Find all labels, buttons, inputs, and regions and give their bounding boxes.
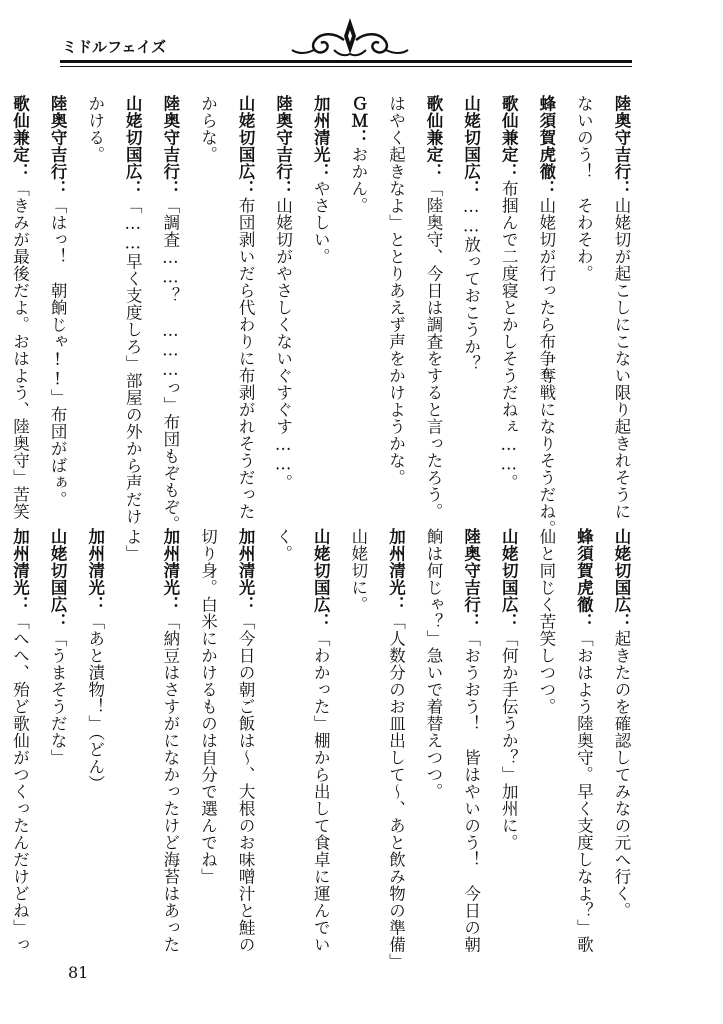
speaker-name: 蜂須賀虎徹：: [536, 95, 556, 197]
speaker-name: 蜂須賀虎徹：: [574, 528, 594, 630]
dialogue-line: [121, 95, 144, 525]
speaker-name: 山姥切国広：: [612, 528, 631, 630]
dialogue-line: [9, 95, 32, 520]
dialogue-line: [422, 95, 445, 520]
dialogue-text: 山姥切に。: [348, 528, 368, 613]
dialogue-text: からな。: [198, 95, 218, 163]
dialogue-text: 布団剥いだら代わりに布剥がれそうだった: [236, 197, 256, 520]
dialogue-text: 「今日の朝ご飯は～、大根のお味噌汁と鮭の: [236, 613, 256, 953]
dialogue-line: [347, 528, 370, 613]
dialogue-line: [309, 95, 332, 265]
dialogue-text: かける。: [85, 95, 105, 163]
dialogue-line: [121, 528, 144, 562]
speaker-name: 山姥切国広：: [236, 95, 256, 197]
speaker-name: 陸奥守吉行：: [273, 95, 293, 197]
dialogue-text: 「陸奥守、今日は調査をすると言ったろう。: [424, 180, 444, 520]
dialogue-block-top: [0, 95, 633, 537]
speaker-name: 歌仙兼定：: [10, 95, 30, 180]
dialogue-line: [384, 528, 407, 970]
dialogue-text: 「納豆はさすがになかったけど海苔はあった: [160, 613, 180, 953]
dialogue-text: 「わかった」棚から出して食卓に運んでい: [311, 630, 331, 953]
dialogue-line: [234, 528, 257, 953]
dialogue-line: [46, 528, 69, 766]
dialogue-text: 山姥切が起こしにこない限り起きれそうに: [612, 197, 631, 520]
dialogue-text: 起きたのを確認してみなの元へ行く。: [612, 630, 631, 919]
dialogue-line: [9, 528, 32, 953]
speaker-name: 山姥切国広：: [123, 95, 143, 197]
dialogue-line: [610, 95, 633, 520]
dialogue-line: [572, 528, 595, 953]
dialogue-line: [535, 528, 558, 715]
dialogue-text: 仙と同じく苦笑しつつ。: [536, 528, 556, 715]
dialogue-text: 「人数分のお皿出して～、あと飲み物の準備」: [386, 613, 406, 970]
dialogue-text: ……放っておこうか？: [461, 197, 481, 372]
dialogue-line: [309, 528, 332, 953]
speaker-name: 歌仙兼定：: [424, 95, 444, 180]
dialogue-line: [84, 95, 107, 163]
dialogue-text: 切り身。白米にかけるものは自分で選んでね」: [198, 528, 218, 885]
speaker-name: 陸奥守吉行：: [612, 95, 631, 197]
dialogue-text: はやく起きなよ」ととりあえず声をかけようかな。: [386, 95, 406, 486]
header-rule-thick: [60, 60, 632, 63]
speaker-name: 山姥切国広：: [461, 95, 481, 197]
dialogue-text: ないのう！ そわそわ。: [574, 95, 594, 282]
dialogue-text: 「へへ、殆ど歌仙がつくったんだけどね」っ: [10, 613, 30, 953]
dialogue-text: く。: [273, 528, 293, 562]
speaker-name: 山姥切国広：: [499, 528, 519, 630]
dialogue-line: [497, 528, 520, 851]
dialogue-text: 「……早く支度しろ」部屋の外から声だけ: [123, 197, 143, 525]
dialogue-text: 「おうおう！ 皆はやいのう！ 今日の朝: [461, 630, 481, 953]
speaker-name: ＧＭ：: [348, 95, 368, 146]
dialogue-line: [610, 528, 633, 919]
page-number: 81: [68, 963, 89, 982]
dialogue-line: [422, 528, 445, 800]
speaker-name: 加州清光：: [10, 528, 30, 613]
dialogue-text: 餉は何じゃ？」急いで着替えつつ。: [424, 528, 444, 800]
dialogue-text: 「おはよう陸奥守。早く支度しなよ？」歌: [574, 630, 594, 953]
dialogue-text: やさしい。: [311, 180, 331, 265]
speaker-name: 陸奥守吉行：: [160, 95, 180, 197]
speaker-name: 陸奥守吉行：: [48, 95, 68, 197]
dialogue-line: [572, 95, 595, 282]
dialogue-line: [234, 95, 257, 520]
dialogue-line: [272, 95, 295, 491]
speaker-name: 加州清光：: [311, 95, 331, 180]
speaker-name: 加州清光：: [236, 528, 256, 613]
dialogue-line: [196, 95, 219, 163]
dialogue-text: 「きみが最後だよ。おはよう、陸奥守」苦笑: [10, 180, 30, 520]
dialogue-line: [159, 95, 182, 533]
dialogue-text: 「調査……？ ………っ」布団もぞもぞ。: [160, 197, 180, 533]
dialogue-line: [460, 95, 483, 372]
dialogue-text: 「何か手伝うか？」加州に。: [499, 630, 519, 851]
speaker-name: 歌仙兼定：: [499, 95, 519, 180]
dialogue-text: 山姥切がやさしくないぐすぐす……。: [273, 197, 293, 491]
speaker-name: 加州清光：: [160, 528, 180, 613]
speaker-name: 山姥切国広：: [311, 528, 331, 630]
speaker-name: 山姥切国広：: [48, 528, 68, 630]
running-header-title: ミドルフェイズ: [62, 38, 167, 56]
dialogue-text: 「あと漬物！」（どん）: [85, 613, 105, 792]
speaker-name: 加州清光：: [386, 528, 406, 613]
dialogue-line: [497, 95, 520, 491]
dialogue-text: よ」: [123, 528, 143, 562]
dialogue-line: [84, 528, 107, 792]
dialogue-line: [460, 528, 483, 953]
dialogue-line: [159, 528, 182, 953]
dialogue-text: 布掴んで二度寝とかしそうだねぇ……。: [499, 180, 519, 491]
dialogue-line: [535, 95, 558, 537]
header-rule-thin: [60, 66, 632, 67]
dialogue-text: 「はっ！ 朝餉じゃ!!」布団がばぁ。: [48, 197, 68, 508]
dialogue-block-bottom: [0, 528, 633, 970]
dialogue-text: 山姥切が行ったら布争奪戦になりそうだね。: [536, 197, 556, 537]
dialogue-text: 「うまそうだな」: [48, 630, 68, 766]
dialogue-line: [196, 528, 219, 885]
speaker-name: 加州清光：: [85, 528, 105, 613]
dialogue-line: [347, 95, 370, 214]
dialogue-line: [272, 528, 295, 562]
dialogue-line: [384, 95, 407, 486]
speaker-name: 陸奥守吉行：: [461, 528, 481, 630]
dialogue-text: おかん。: [348, 146, 368, 214]
dialogue-line: [46, 95, 69, 508]
